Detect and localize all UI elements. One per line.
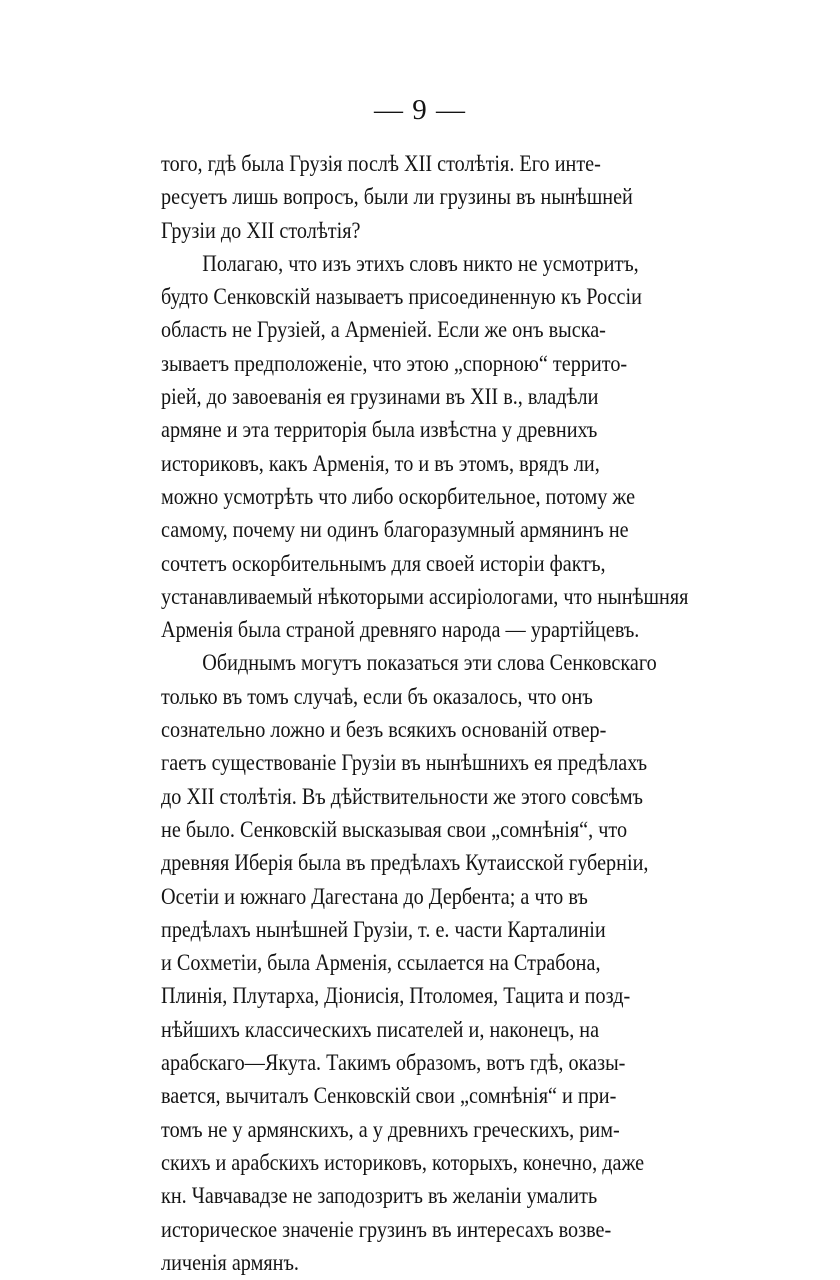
- text-line: древняя Иберія была въ предѣлахъ Кутаисской губерніи,: [161, 850, 649, 877]
- text-line: нѣйшихъ классическихъ писателей и, наконецъ, на: [161, 1016, 600, 1043]
- text-line: личенія армянъ.: [161, 1249, 299, 1276]
- text-line: Плинія, Плутарха, Діонисія, Птоломея, Тацита и позд-: [161, 983, 631, 1010]
- text-line: не было. Сенковскій высказывая свои „сомнѣнія“, что: [161, 816, 628, 843]
- text-line: сочтетъ оскорбительнымъ для своей исторіи фактъ,: [161, 550, 606, 577]
- text-line: предѣлахъ нынѣшней Грузіи, т. е. части Карталиніи: [161, 916, 606, 943]
- text-line: до XII столѣтія. Въ дѣйствительности же этого совсѣмъ: [161, 783, 643, 810]
- text-line: кн. Чавчавадзе не заподозритъ въ желаніи умалить: [161, 1183, 598, 1210]
- text-line: томъ не у армянскихъ, а у древнихъ греческихъ, рим-: [161, 1116, 620, 1143]
- text-line: Грузіи до XII столѣтія?: [161, 217, 361, 244]
- text-line: сознательно ложно и безъ всякихъ основаній отвер-: [161, 717, 607, 744]
- text-line: армяне и эта территорія была извѣстна у древнихъ: [161, 417, 598, 444]
- text-line: самому, почему ни одинъ благоразумный армянинъ не: [161, 517, 629, 544]
- text-line: вается, вычиталъ Сенковскій свои „сомнѣнія“ и при-: [161, 1083, 617, 1110]
- text-line: будто Сенковскій называетъ присоединенную къ Россіи: [161, 284, 642, 311]
- text-line: устанавливаемый нѣкоторыми ассиріологами, что нынѣшняя: [161, 583, 689, 610]
- text-line: того, гдѣ была Грузія послѣ XII столѣтія. Его инте-: [161, 151, 601, 177]
- paragraph-start-line: Обиднымъ могутъ показаться эти слова Сенковскаго: [202, 650, 657, 677]
- paragraph-start-line: Полагаю, что изъ этихъ словъ никто не усмотритъ,: [202, 250, 639, 277]
- text-line: ресуетъ лишь вопросъ, были ли грузины въ нынѣшней: [161, 184, 633, 211]
- text-line: ріей, до завоеванія ея грузинами въ XII в., владѣли: [161, 384, 599, 411]
- text-line: область не Грузіей, а Арменіей. Если же онъ выска-: [161, 317, 606, 344]
- text-line: скихъ и арабскихъ историковъ, которыхъ, конечно, даже: [161, 1149, 645, 1176]
- text-line: можно усмотрѣть что либо оскорбительное, потому же: [161, 483, 636, 510]
- page-number: — 9 —: [374, 94, 466, 126]
- text-line: только въ томъ случаѣ, если бъ оказалось, что онъ: [161, 683, 593, 710]
- text-line: гаетъ существованіе Грузіи въ нынѣшнихъ ея предѣлахъ: [161, 750, 648, 777]
- text-line: зываетъ предположеніе, что этою „спорною“ террито-: [161, 350, 628, 377]
- text-line: и Сохметіи, была Арменія, ссылается на Страбона,: [161, 950, 601, 977]
- text-line: историческое значеніе грузинъ въ интересахъ возве-: [161, 1216, 612, 1243]
- body-text: [161, 148, 720, 1280]
- text-line: Арменія была страной древняго народа — урартійцевъ.: [161, 617, 640, 644]
- text-line: историковъ, какъ Арменія, то и въ этомъ, врядъ ли,: [161, 450, 600, 477]
- text-line: Осетіи и южнаго Дагестана до Дербента; а что въ: [161, 883, 588, 910]
- text-line: арабскаго—Якута. Такимъ образомъ, вотъ гдѣ, оказы-: [161, 1050, 626, 1077]
